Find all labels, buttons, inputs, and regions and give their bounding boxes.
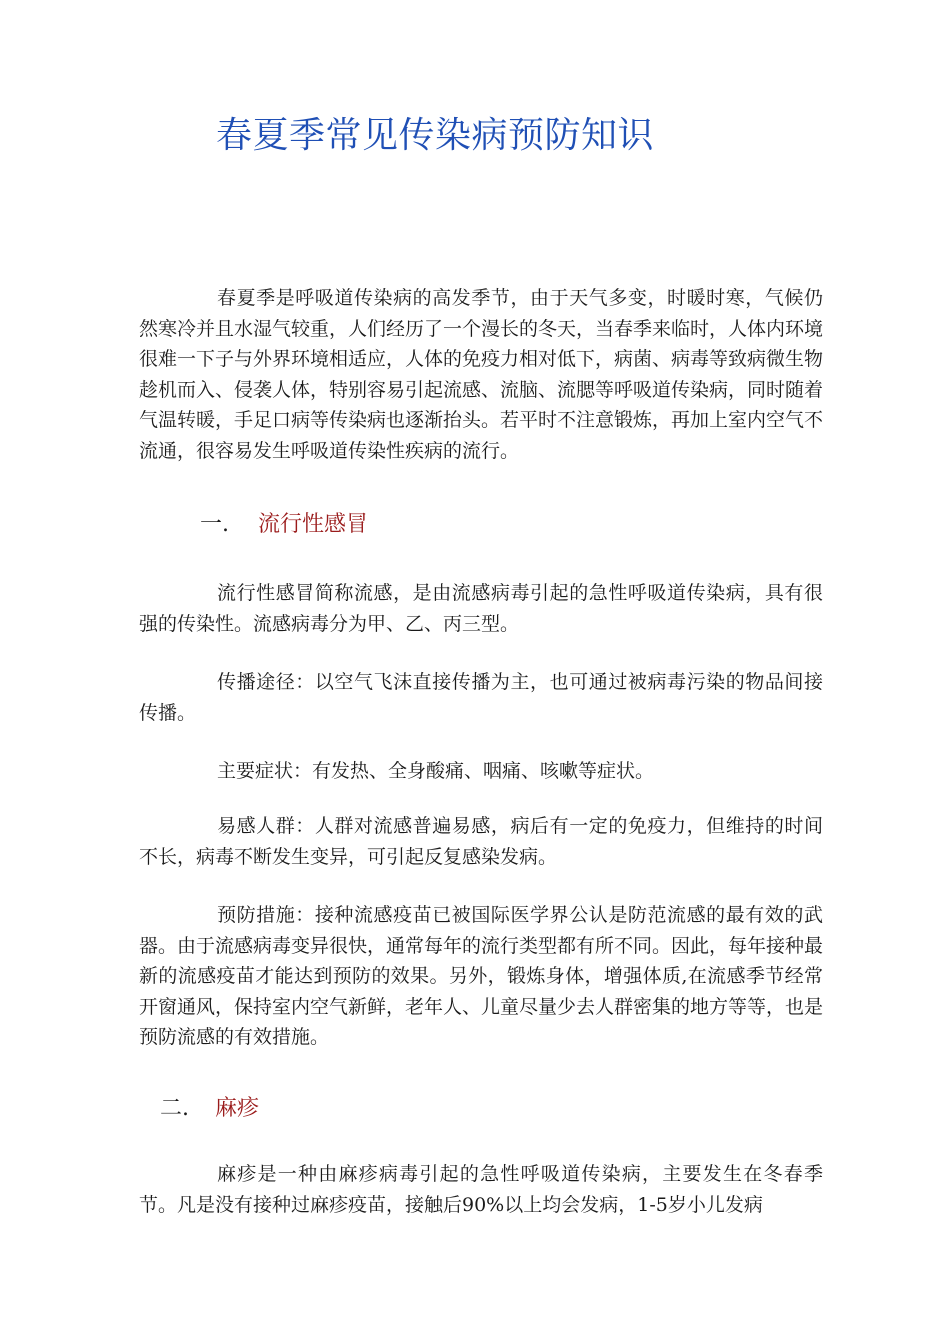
section-number: 二. <box>160 1096 189 1121</box>
section-number: 一. <box>200 512 229 537</box>
influenza-definition-paragraph: 流行性感冒简称流感，是由流感病毒引起的急性呼吸道传染病，具有很强的传染性。流感病毒分为甲、乙、丙三型。 <box>139 582 823 635</box>
document-title: 春夏季常见传染病预防知识 <box>216 115 655 156</box>
section-title: 流行性感冒 <box>258 512 369 537</box>
influenza-transmission-paragraph: 传播途径：以空气飞沫直接传播为主，也可通过被病毒污染的物品间接传播。 <box>139 671 823 724</box>
section-heading-measles <box>160 1094 259 1124</box>
measles-definition-paragraph: 麻疹是一种由麻疹病毒引起的急性呼吸道传染病，主要发生在冬春季节。凡是没有接种过麻疹疫苗，接触后90%以上均会发病，1-5岁小儿发病 <box>139 1163 823 1216</box>
section-heading-influenza <box>200 510 368 540</box>
influenza-susceptible-paragraph: 易感人群：人群对流感普遍易感，病后有一定的免疫力，但维持的时间不长，病毒不断发生变异，可引起反复感染发病。 <box>139 815 823 868</box>
section-title: 麻疹 <box>215 1096 260 1121</box>
influenza-prevention-paragraph: 预防措施：接种流感疫苗已被国际医学界公认是防范流感的最有效的武器。由于流感病毒变异很快，通常每年的流行类型都有所不同。因此，每年接种最新的流感疫苗才能达到预防的效果。另外，锻炼身体，增强体质,在流感季节经常开窗通风，保持室内空气新鲜，老年人、儿童尽量少去人群密集的地方等等，也是预防流感的有效措施。 <box>139 904 824 1048</box>
influenza-symptoms-paragraph: 主要症状：有发热、全身酸痛、咽痛、咳嗽等症状。 <box>217 760 655 782</box>
intro-paragraph: 春夏季是呼吸道传染病的高发季节，由于天气多变，时暖时寒，气候仍然寒冷并且水湿气较重，人们经历了一个漫长的冬天，当春季来临时，人体内环境很难一下子与外界环境相适应，人体的免疫力相对低下，病菌、病毒等致病微生物趁机而入、侵袭人体，特别容易引起流感、流脑、流腮等呼吸道传染病，同时随着气温转暖，手足口病等传染病也逐渐抬头。若平时不注意锻炼，再加上室内空气不流通，很容易发生呼吸道传染性疾病的流行。 <box>139 287 824 462</box>
